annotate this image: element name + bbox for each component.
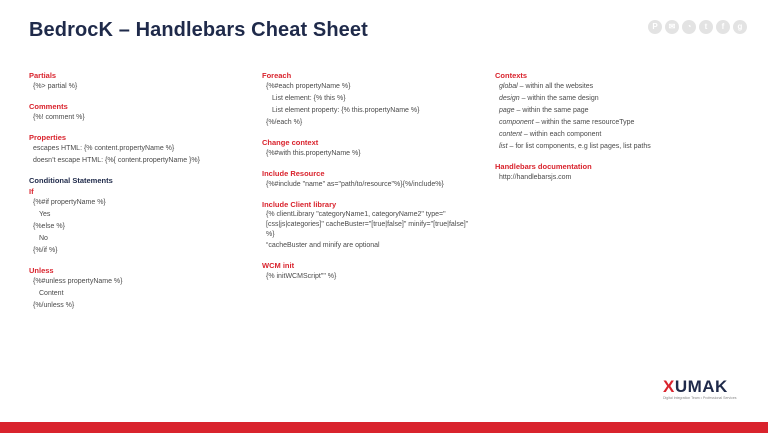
- wcm-init-line: {% initWCMScript"" %}: [266, 273, 337, 280]
- change-context-line: {%#with this.propertyName %}: [266, 150, 361, 157]
- context-item: page – within the same page: [499, 107, 589, 114]
- column-right: [495, 70, 725, 184]
- unless-line: {%#unless propertyName %}: [33, 278, 123, 285]
- column-middle: [262, 70, 492, 283]
- foreach-heading: Foreach: [262, 71, 292, 80]
- unless-line: Content: [39, 290, 64, 297]
- google-plus-icon[interactable]: g: [733, 20, 747, 34]
- include-resource-line: {%#include "name" as="path/to/resource"%}{%/include%}: [266, 181, 444, 188]
- comments-line: {%! comment %}: [33, 114, 85, 121]
- wcm-init-heading: WCM init: [262, 261, 295, 270]
- column-left: [29, 70, 259, 312]
- facebook-icon[interactable]: f: [716, 20, 730, 34]
- foreach-line: List element property: {% this.propertyName %}: [272, 107, 420, 114]
- company-logo: [663, 378, 749, 400]
- client-library-heading: Include Client library: [262, 200, 337, 209]
- rss-icon[interactable]: ◔: [682, 20, 696, 34]
- properties-line-noescape: doesn’t escape HTML: {%{ content.propertyName }%}: [33, 157, 200, 164]
- foreach-line: List element: {% this %}: [272, 95, 346, 102]
- foreach-line: {%#each propertyName %}: [266, 83, 351, 90]
- twitter-icon[interactable]: t: [699, 20, 713, 34]
- footer-bar: [0, 422, 768, 433]
- pinterest-icon[interactable]: P: [648, 20, 662, 34]
- if-line: {%/if %}: [33, 247, 58, 254]
- unless-line: {%/unless %}: [33, 302, 75, 309]
- docs-heading: Handlebars documentation: [495, 162, 592, 171]
- change-context-heading: Change context: [262, 138, 319, 147]
- if-line: No: [39, 235, 48, 242]
- contexts-heading: Contexts: [495, 71, 528, 80]
- partials-line: {%> partial %}: [33, 83, 78, 90]
- if-line: Yes: [39, 211, 51, 218]
- unless-heading: Unless: [29, 266, 54, 275]
- logo-mark: XUMAK: [663, 377, 728, 396]
- mail-icon[interactable]: ✉: [665, 20, 679, 34]
- if-line: {%else %}: [33, 223, 65, 230]
- properties-heading: Properties: [29, 133, 67, 142]
- logo-tagline: Digital Integration Team • Professional Services: [663, 396, 737, 400]
- include-resource-heading: Include Resource: [262, 169, 325, 178]
- context-item: content – within each component: [499, 131, 602, 138]
- comments-heading: Comments: [29, 102, 68, 111]
- foreach-line: {%/each %}: [266, 119, 303, 126]
- properties-line-escape: escapes HTML: {% content.propertyName %}: [33, 145, 175, 152]
- client-library-line: {% clientLibrary "categoryName1, categoryName2" type="[css|js|categories]" cacheBuster="[true|false]" minify="[true|false]" %}: [266, 211, 469, 238]
- partials-heading: Partials: [29, 71, 57, 80]
- social-icons: [648, 20, 747, 34]
- context-item: design – within the same design: [499, 95, 599, 102]
- client-library-note: “cacheBuster and minify are optional: [266, 242, 380, 249]
- context-item: list – for list components, e.g list pages, list paths: [499, 143, 651, 150]
- if-line: {%#if propertyName %}: [33, 199, 106, 206]
- conditional-heading: Conditional Statements: [29, 176, 113, 185]
- if-heading: If: [29, 187, 34, 196]
- context-item: global – within all the websites: [499, 83, 594, 90]
- docs-link[interactable]: http://handlebarsjs.com: [499, 174, 572, 181]
- page-title: BedrocK – Handlebars Cheat Sheet: [29, 19, 368, 41]
- context-item: component – within the same resourceType: [499, 119, 635, 126]
